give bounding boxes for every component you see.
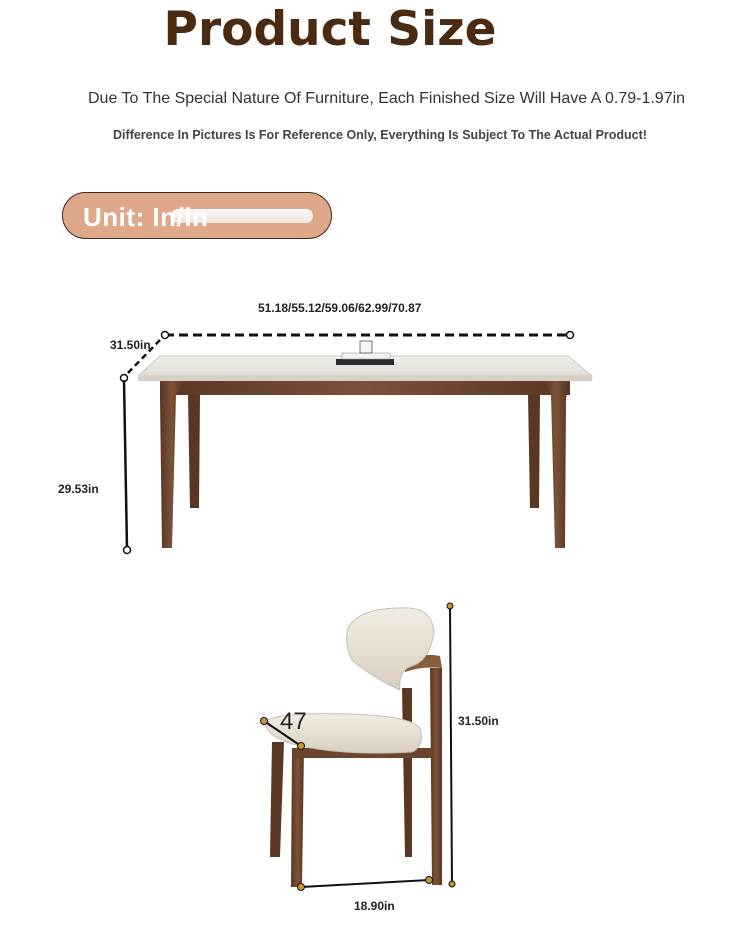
table-leg-front-left <box>160 381 184 548</box>
book-icon <box>336 359 394 365</box>
chair-back-leg-right <box>430 668 442 885</box>
table-top-edge <box>138 376 592 381</box>
table-leg-back-right <box>528 395 540 508</box>
unit-label: Unit: In/in <box>83 202 209 232</box>
page-title: Product Size <box>163 2 497 57</box>
chair-height-label: 31.50in <box>458 714 499 728</box>
chair-back-leg-left <box>402 688 412 857</box>
chair-height-line <box>450 606 452 884</box>
chair-depth-label: 47 <box>280 708 307 735</box>
table-length-label: 51.18/55.12/59.06/62.99/70.87 <box>258 301 422 315</box>
chair-width-line <box>301 880 429 887</box>
table-height-label: 29.53in <box>58 482 99 496</box>
chair-front-leg-left <box>270 742 284 857</box>
cup-icon <box>360 341 372 353</box>
tolerance-note: Due To The Special Nature Of Furniture, Each Finished Size Will Have A 0.79-1.97in <box>88 90 686 107</box>
reference-disclaimer: Difference In Pictures Is For Reference Only, Everything Is Subject To The Actual Product! <box>113 128 647 142</box>
chair-width-label: 18.90in <box>354 899 395 913</box>
table-width-label: 31.50in <box>110 338 151 352</box>
table-leg-front-right <box>544 381 568 548</box>
table-apron <box>160 381 570 395</box>
chair-front-leg-right <box>291 748 304 887</box>
table-leg-back-left <box>188 395 200 508</box>
table-height-line <box>124 380 127 549</box>
chair-backrest <box>347 608 434 690</box>
